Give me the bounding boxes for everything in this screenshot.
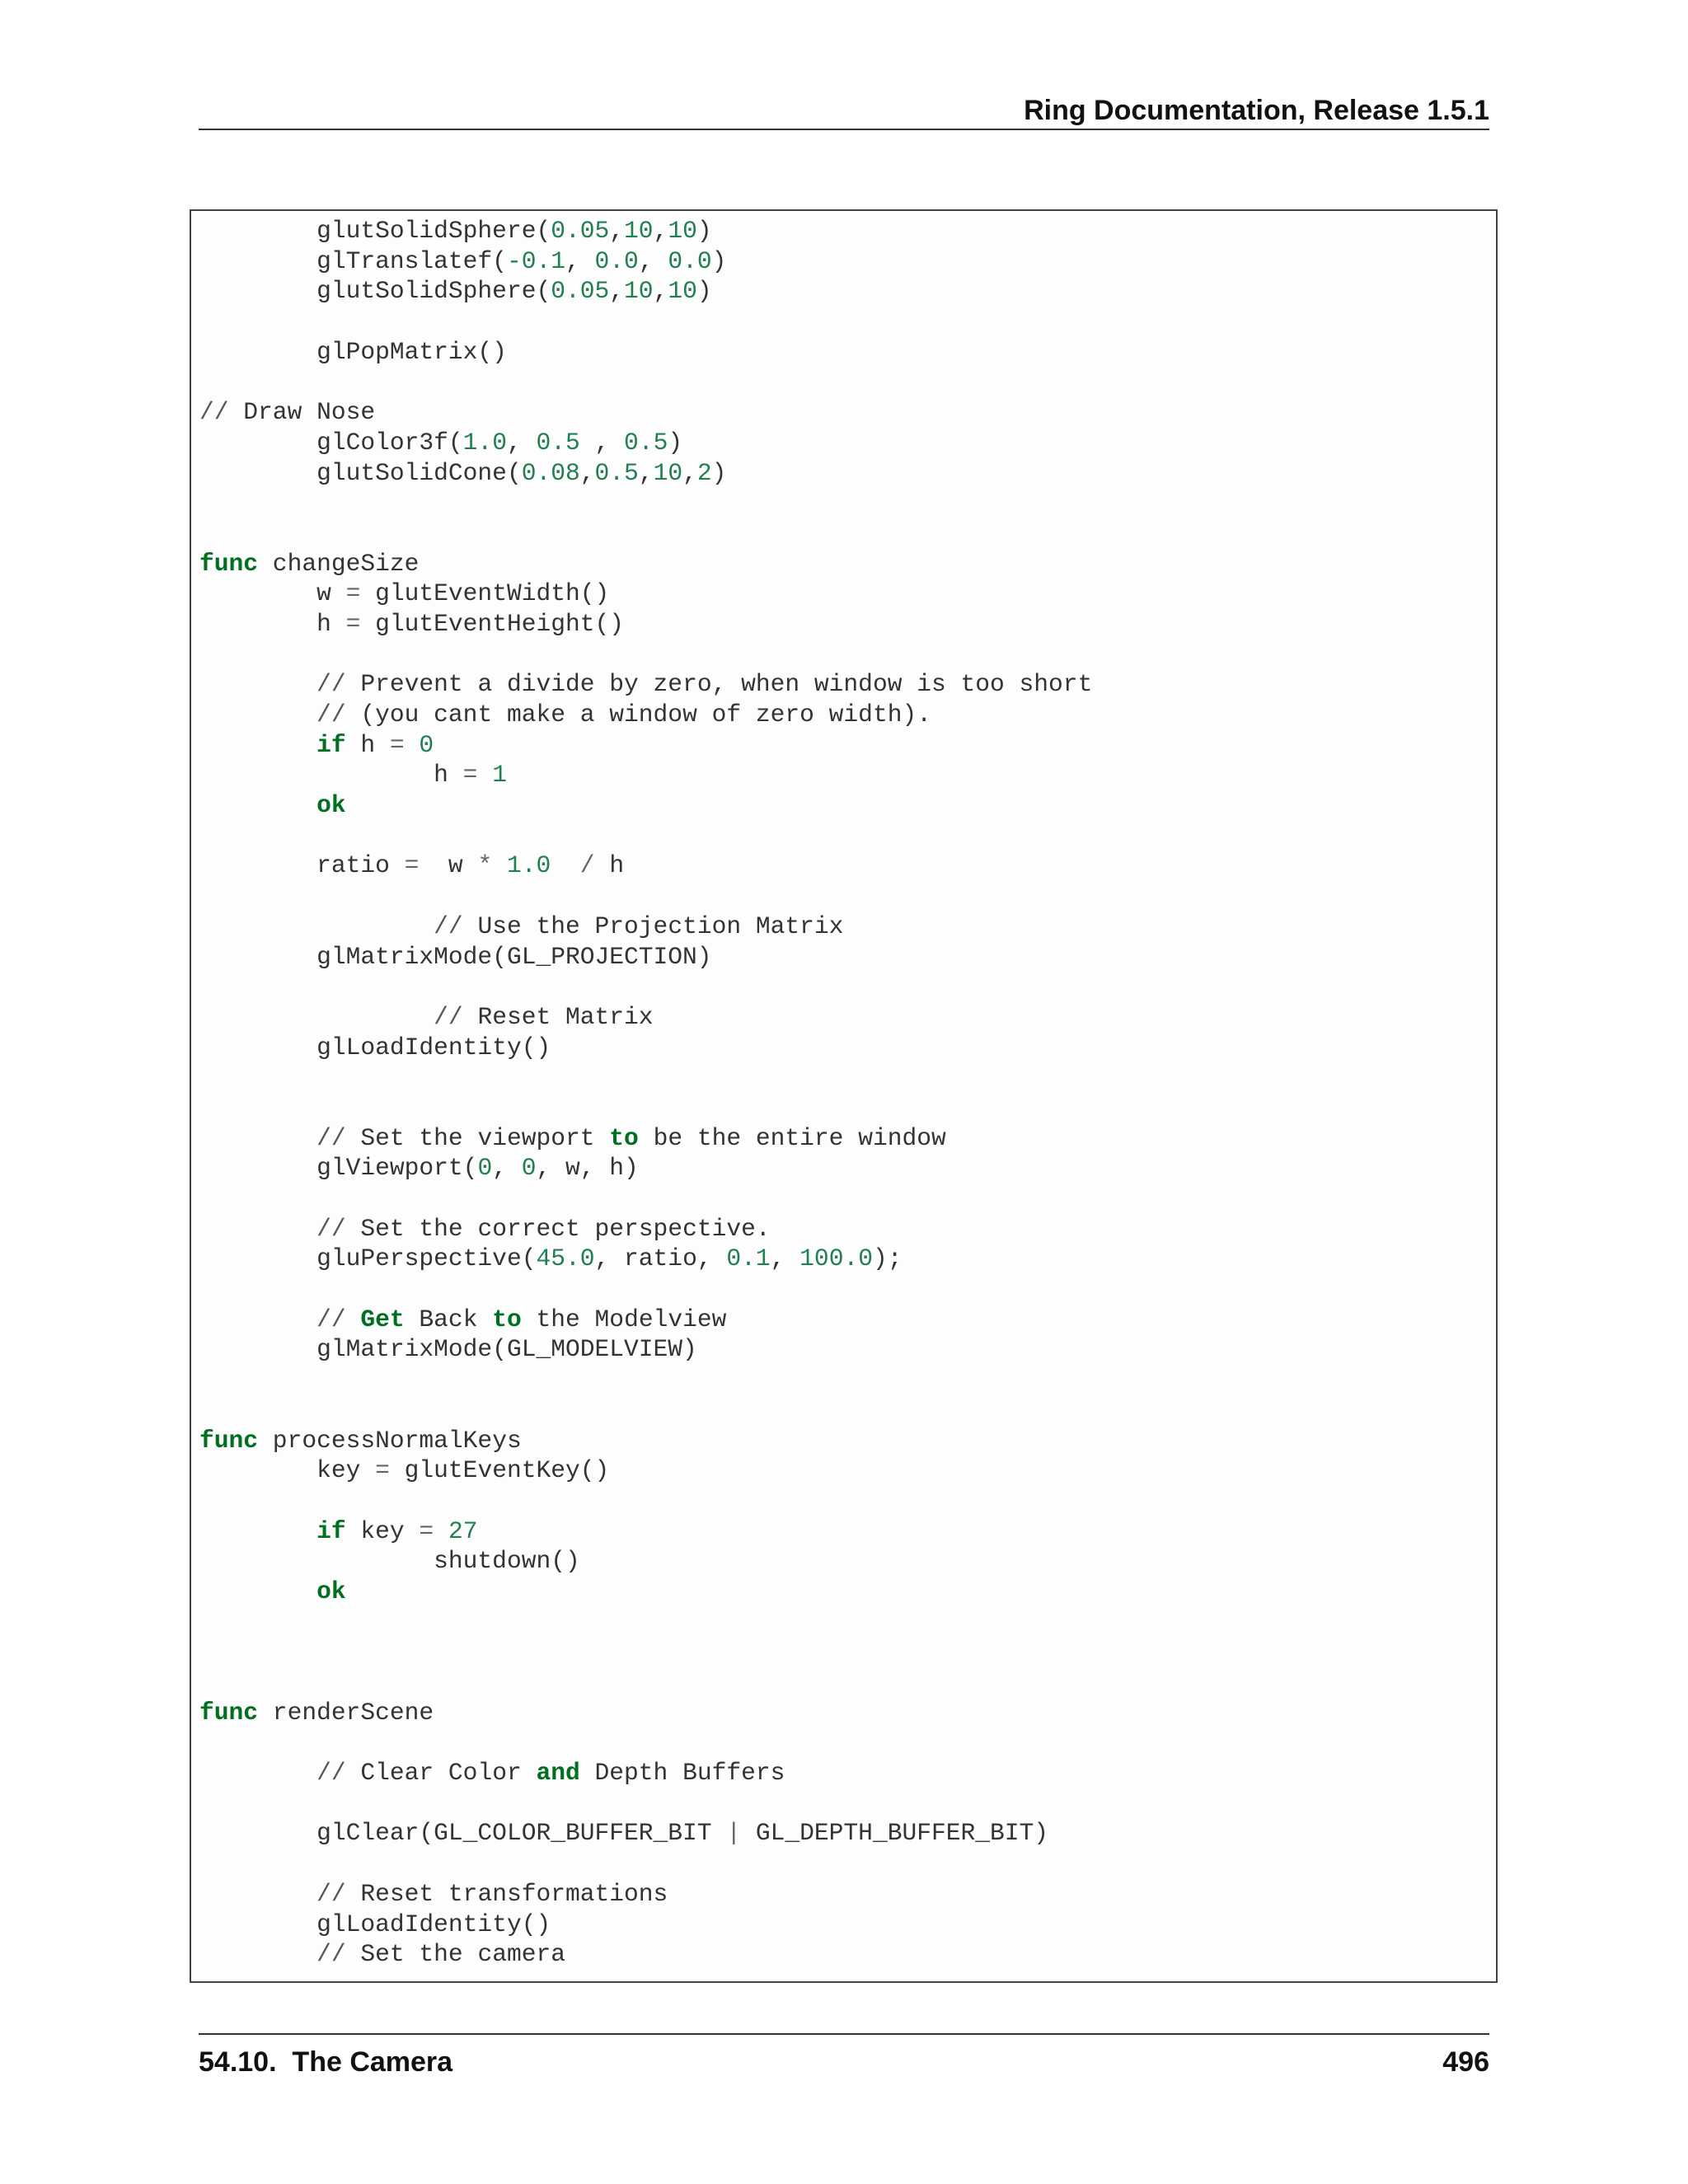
code-line: func processNormalKeys (199, 1426, 522, 1455)
code-line: glMatrixMode(GL_PROJECTION) (199, 942, 712, 971)
code-line: h = glutEventHeight() (199, 609, 625, 638)
code-line: // Prevent a divide by zero, when window is too short (316, 670, 1093, 699)
code-line: gluPerspective(45.0, ratio, 0.1, 100.0); (199, 1244, 903, 1273)
code-line (199, 1365, 1092, 1395)
code-line: key = glutEventKey() (199, 1456, 610, 1485)
code-line: // Reset Matrix (434, 1002, 654, 1031)
code-line: ok (316, 791, 346, 820)
code-line: // Clear Color and Depth Buffers (316, 1759, 785, 1788)
code-line (199, 1667, 1092, 1698)
code-line (199, 488, 1092, 518)
code-line: glLoadIdentity() (199, 1033, 551, 1062)
code-line (199, 1788, 1092, 1819)
code-line (199, 1062, 1092, 1093)
code-line (199, 1849, 1092, 1879)
code-line: glLoadIdentity() (199, 1910, 551, 1938)
code-line: glColor3f(1.0, 0.5 , 0.5) (199, 428, 683, 457)
code-line (199, 1274, 1092, 1305)
code-line: glViewport(0, 0, w, h) (199, 1154, 639, 1183)
code-block (190, 209, 1498, 1983)
code-line: h = 1 (199, 761, 507, 790)
code-line: func changeSize (199, 549, 420, 578)
code-listing (199, 216, 1092, 1970)
section-title: 54.10. The Camera (199, 2046, 453, 2078)
code-line: shutdown() (199, 1547, 580, 1576)
page-number: 496 (1442, 2046, 1489, 2078)
code-line: func renderScene (199, 1698, 434, 1727)
code-line: glPopMatrix() (199, 337, 507, 366)
code-line (199, 1395, 1092, 1426)
code-line: ok (316, 1577, 346, 1605)
code-line (199, 307, 1092, 337)
code-line (199, 1093, 1092, 1123)
running-footer (199, 2033, 1489, 2078)
code-line (199, 1183, 1092, 1214)
code-line: glMatrixMode(GL_MODELVIEW) (199, 1335, 697, 1364)
code-line (199, 1486, 1092, 1516)
code-line: glTranslatef(-0.1, 0.0, 0.0) (199, 246, 727, 275)
code-line (199, 640, 1092, 670)
code-line: // Set the camera (316, 1940, 565, 1969)
code-line: // (you cant make a window of zero width). (316, 701, 931, 729)
code-line: // Use the Projection Matrix (434, 912, 844, 940)
code-line: // Set the viewport to be the entire window (316, 1123, 946, 1152)
code-line: // Set the correct perspective. (316, 1214, 771, 1243)
code-line (199, 881, 1092, 912)
code-line (199, 821, 1092, 851)
document-title: Ring Documentation, Release 1.5.1 (1024, 95, 1489, 126)
code-line: if h = 0 (316, 730, 434, 759)
code-line: glutSolidSphere(0.05,10,10) (199, 217, 712, 245)
code-line: glClear(GL_COLOR_BUFFER_BIT | GL_DEPTH_BUFFER_BIT) (199, 1819, 1049, 1848)
code-line: // Draw Nose (199, 398, 376, 427)
code-line (199, 1607, 1092, 1638)
code-line: if key = 27 (316, 1516, 478, 1545)
running-header (199, 92, 1489, 130)
code-line: // Get Back to the Modelview (316, 1305, 727, 1333)
code-line (199, 367, 1092, 397)
code-line: w = glutEventWidth() (199, 579, 610, 608)
code-line (199, 518, 1092, 549)
code-line (199, 1727, 1092, 1758)
code-line: ratio = w * 1.0 / h (199, 851, 625, 880)
code-line (199, 1637, 1092, 1667)
code-line (199, 972, 1092, 1002)
code-line: // Reset transformations (316, 1879, 668, 1908)
code-line: glutSolidSphere(0.05,10,10) (199, 277, 712, 306)
code-line: glutSolidCone(0.08,0.5,10,2) (199, 458, 727, 487)
